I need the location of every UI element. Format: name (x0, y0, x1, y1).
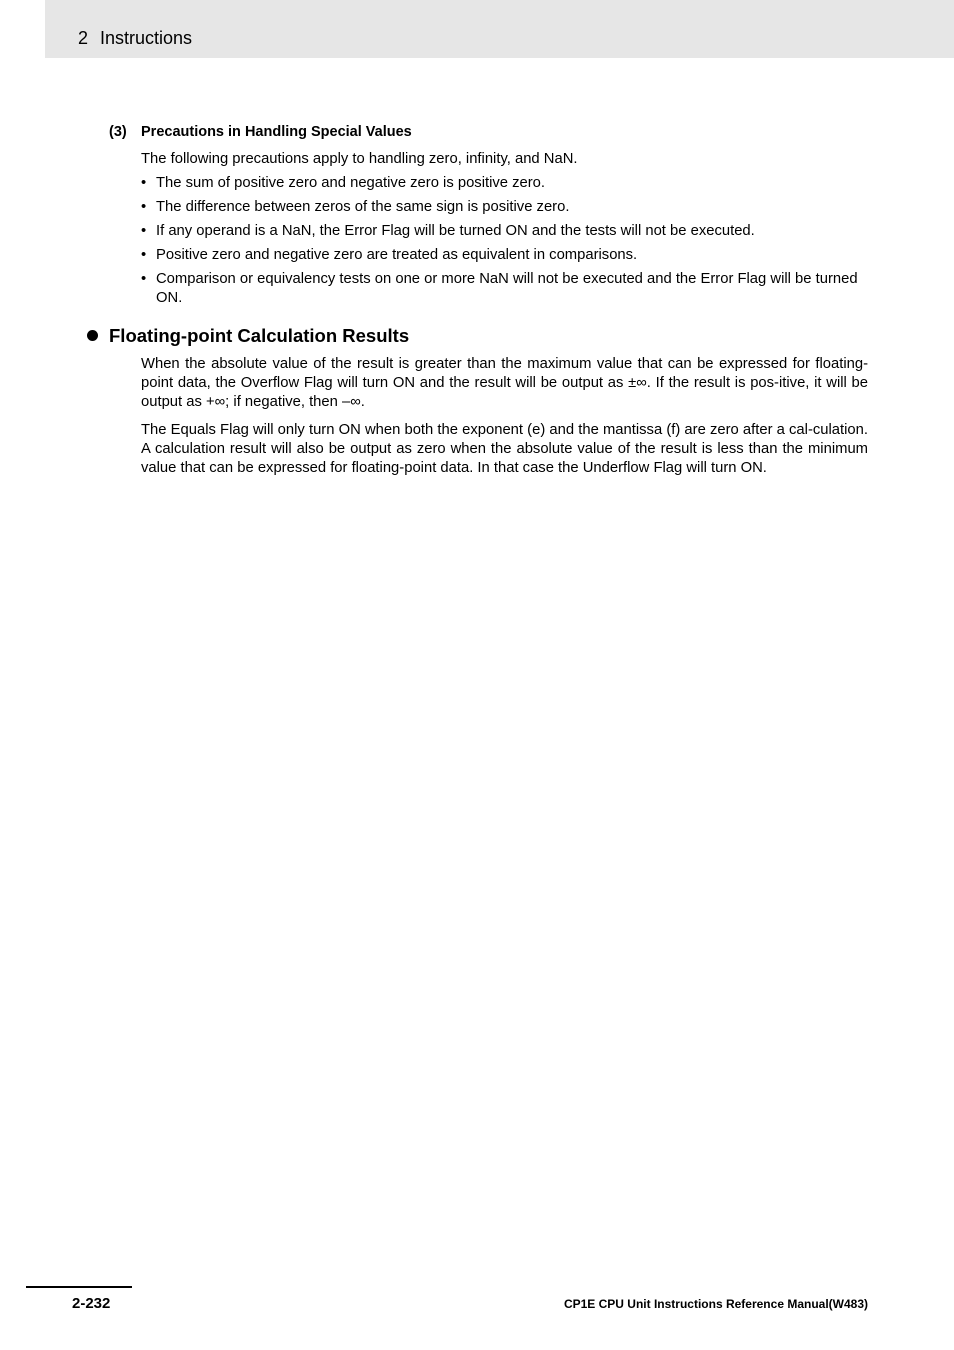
subsection-intro: The following precautions apply to handling zero, infinity, and NaN. (141, 151, 578, 167)
section-title: Floating-point Calculation Results (109, 325, 410, 346)
bullet-dot-icon: • (141, 247, 147, 263)
precautions-list (141, 174, 868, 313)
chapter-number: 2 (78, 28, 89, 48)
page-number: 2-232 (72, 1295, 111, 1312)
list-item (141, 198, 868, 217)
section-heading (87, 325, 409, 347)
filled-circle-icon (87, 330, 98, 341)
bullet-dot-icon: • (141, 199, 147, 215)
page-header (45, 0, 954, 58)
chapter-heading (78, 27, 192, 49)
subsection-title: Precautions in Handling Special Values (141, 124, 412, 140)
manual-title: CP1E CPU Unit Instructions Reference Manual(W483) (563, 1297, 868, 1311)
section-paragraph-overflow: When the absolute value of the result is greater than the maximum value that can be expressed for floating-point data, the Overflow Flag will turn ON and the result will be output as ±∞. If the result is pos-itive, it will be output as +∞; if negative, then –∞. (141, 356, 868, 410)
bullet-dot-icon: • (141, 223, 147, 239)
list-item (141, 222, 868, 241)
section-paragraph-equals: The Equals Flag will only turn ON when both the exponent (e) and the mantissa (f) are zero after a cal-culation. A calculation result will also be output as zero when the absolute value of the result is less than the minimum value that can be expressed for floating-point data. In that case the Underflow Flag will turn ON. (141, 422, 868, 476)
list-item (141, 174, 868, 193)
list-item-text: The difference between zeros of the same sign is positive zero. (156, 199, 570, 215)
chapter-title: Instructions (100, 28, 193, 48)
subsection-heading (109, 123, 412, 141)
list-item-text: Positive zero and negative zero are treated as equivalent in comparisons. (156, 247, 638, 263)
list-item (141, 246, 868, 265)
footer-rule (26, 1286, 132, 1288)
list-item-text: Comparison or equivalency tests on one or more NaN will not be executed and the Error Flag will be turned ON. (156, 271, 858, 306)
list-item-text: If any operand is a NaN, the Error Flag will be turned ON and the tests will not be executed. (156, 223, 755, 239)
list-item (141, 270, 868, 308)
bullet-dot-icon: • (141, 271, 147, 287)
subsection-number: (3) (109, 124, 127, 140)
bullet-dot-icon: • (141, 175, 147, 191)
list-item-text: The sum of positive zero and negative zero is positive zero. (156, 175, 546, 191)
